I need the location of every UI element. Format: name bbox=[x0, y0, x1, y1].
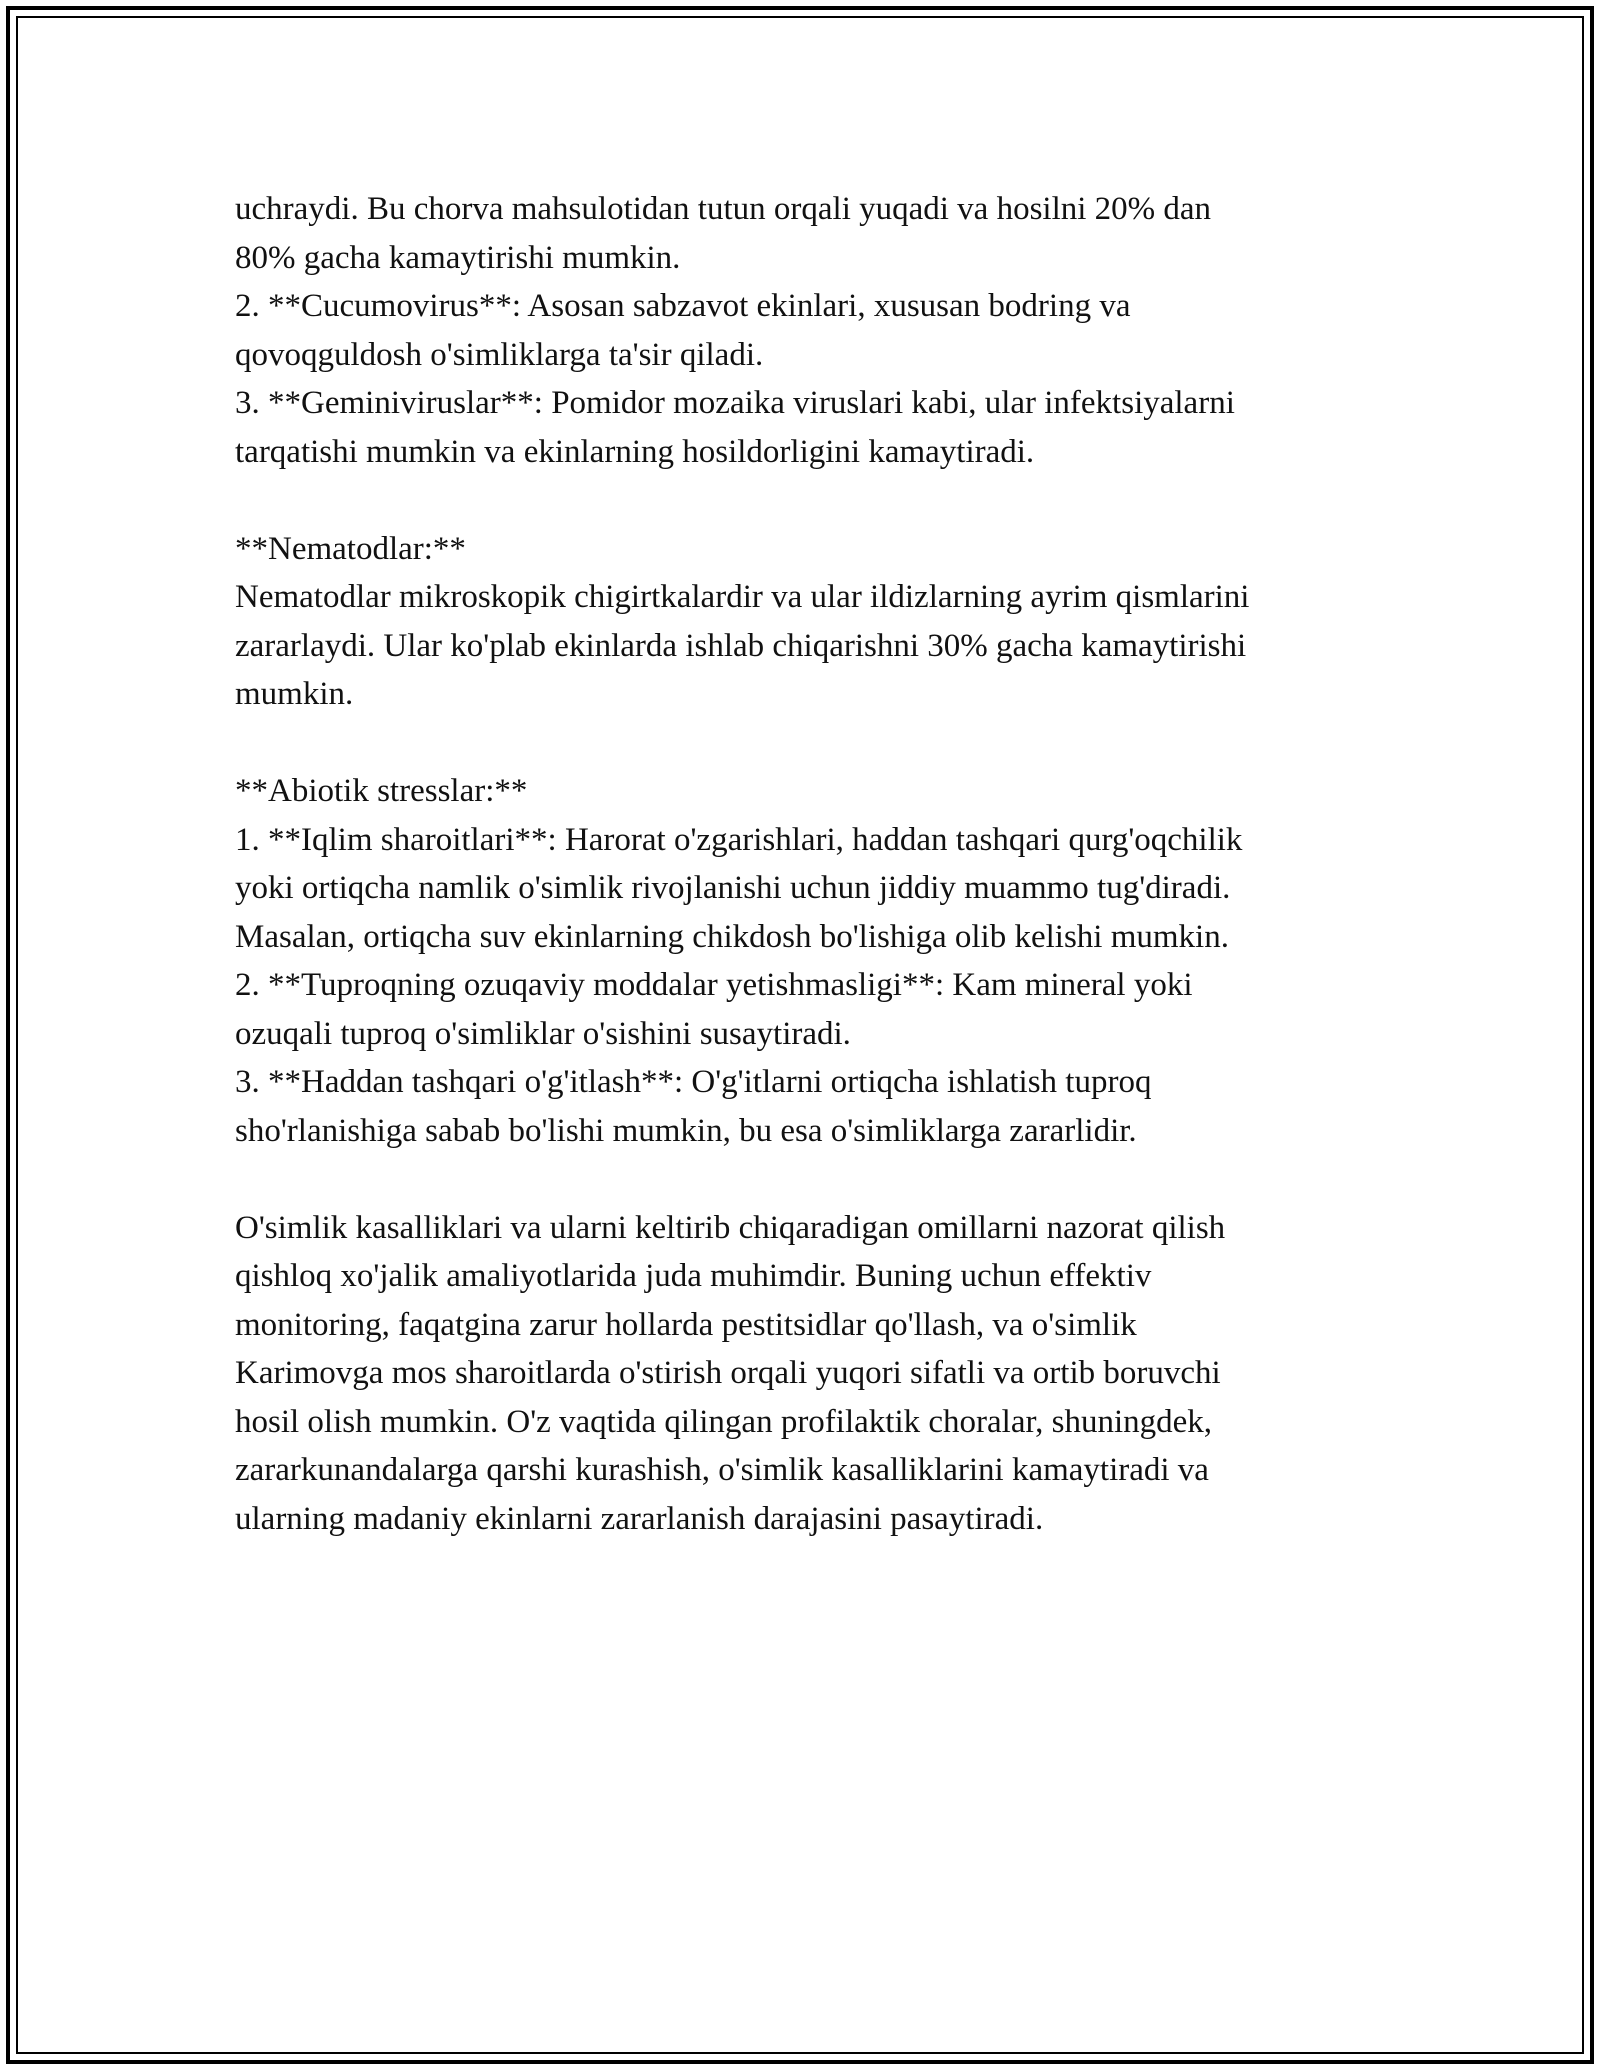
text-line: ularning madaniy ekinlarni zararlanish darajasini pasaytiradi. bbox=[235, 1500, 1044, 1537]
text-line: qovoqguldosh o'simliklarga ta'sir qiladi. bbox=[235, 336, 764, 373]
blank-line bbox=[235, 1155, 1415, 1204]
text-line: qishloq xo'jalik amaliyotlarida juda muhimdir. Buning uchun effektiv bbox=[235, 1258, 1152, 1294]
text-line: monitoring, faqatgina zarur hollarda pestitsidlar qo'llash, va o'simlik bbox=[235, 1306, 1137, 1343]
text-line: yoki ortiqcha namlik o'simlik rivojlanishi uchun jiddiy muammo tug'diradi. bbox=[235, 870, 1231, 906]
text-line: mumkin. bbox=[235, 676, 354, 712]
text-line: Nematodlar mikroskopik chigirtkalardir va ular ildizlarning ayrim qismlarini bbox=[235, 579, 1250, 615]
text-line: Karimovga mos sharoitlarda o'stirish orqali yuqori sifatli va ortib boruvchi bbox=[235, 1355, 1221, 1391]
text-line: tarqatishi mumkin va ekinlarning hosildorligini kamaytiradi. bbox=[235, 433, 1035, 470]
text-line: 3. **Haddan tashqari o'g'itlash**: O'g'itlarni ortiqcha ishlatish tuproq bbox=[235, 1064, 1152, 1100]
text-line: Masalan, ortiqcha suv ekinlarning chikdosh bo'lishiga olib kelishi mumkin. bbox=[235, 918, 1229, 955]
text-line: hosil olish mumkin. O'z vaqtida qilingan profilaktik choralar, shuningdek, bbox=[235, 1403, 1213, 1440]
text-line: zararlaydi. Ular ko'plab ekinlarda ishlab chiqarishni 30% gacha kamaytirishi bbox=[235, 627, 1247, 664]
text-line: zararkunandalarga qarshi kurashish, o'simlik kasalliklarini kamaytiradi va bbox=[235, 1452, 1209, 1488]
text-line: sho'rlanishiga sabab bo'lishi mumkin, bu esa o'simliklarga zararlidir. bbox=[235, 1112, 1137, 1149]
text-line: ozuqali tuproq o'simliklar o'sishini susaytiradi. bbox=[235, 1015, 851, 1052]
section-heading-abiotik: **Abiotik stresslar:** bbox=[235, 773, 528, 809]
blank-line bbox=[235, 476, 1415, 525]
text-line: 2. **Cucumovirus**: Asosan sabzavot ekinlari, xususan bodring va bbox=[235, 288, 1131, 324]
text-line: uchraydi. Bu chorva mahsulotidan tutun orqali yuqadi va hosilni 20% dan bbox=[235, 191, 1212, 227]
text-line: O'simlik kasalliklari va ularni keltirib chiqaradigan omillarni nazorat qilish bbox=[235, 1209, 1226, 1246]
document-body bbox=[235, 185, 1415, 1543]
text-line: 2. **Tuproqning ozuqaviy moddalar yetishmasligi**: Kam mineral yoki bbox=[235, 967, 1193, 1003]
section-heading-nematodlar: **Nematodlar:** bbox=[235, 530, 466, 567]
text-line: 80% gacha kamaytirishi mumkin. bbox=[235, 239, 681, 276]
blank-line bbox=[235, 719, 1415, 768]
text-line: 1. **Iqlim sharoitlari**: Harorat o'zgarishlari, haddan tashqari qurg'oqchilik bbox=[235, 821, 1243, 858]
text-line: 3. **Geminiviruslar**: Pomidor mozaika viruslari kabi, ular infektsiyalarni bbox=[235, 385, 1235, 421]
